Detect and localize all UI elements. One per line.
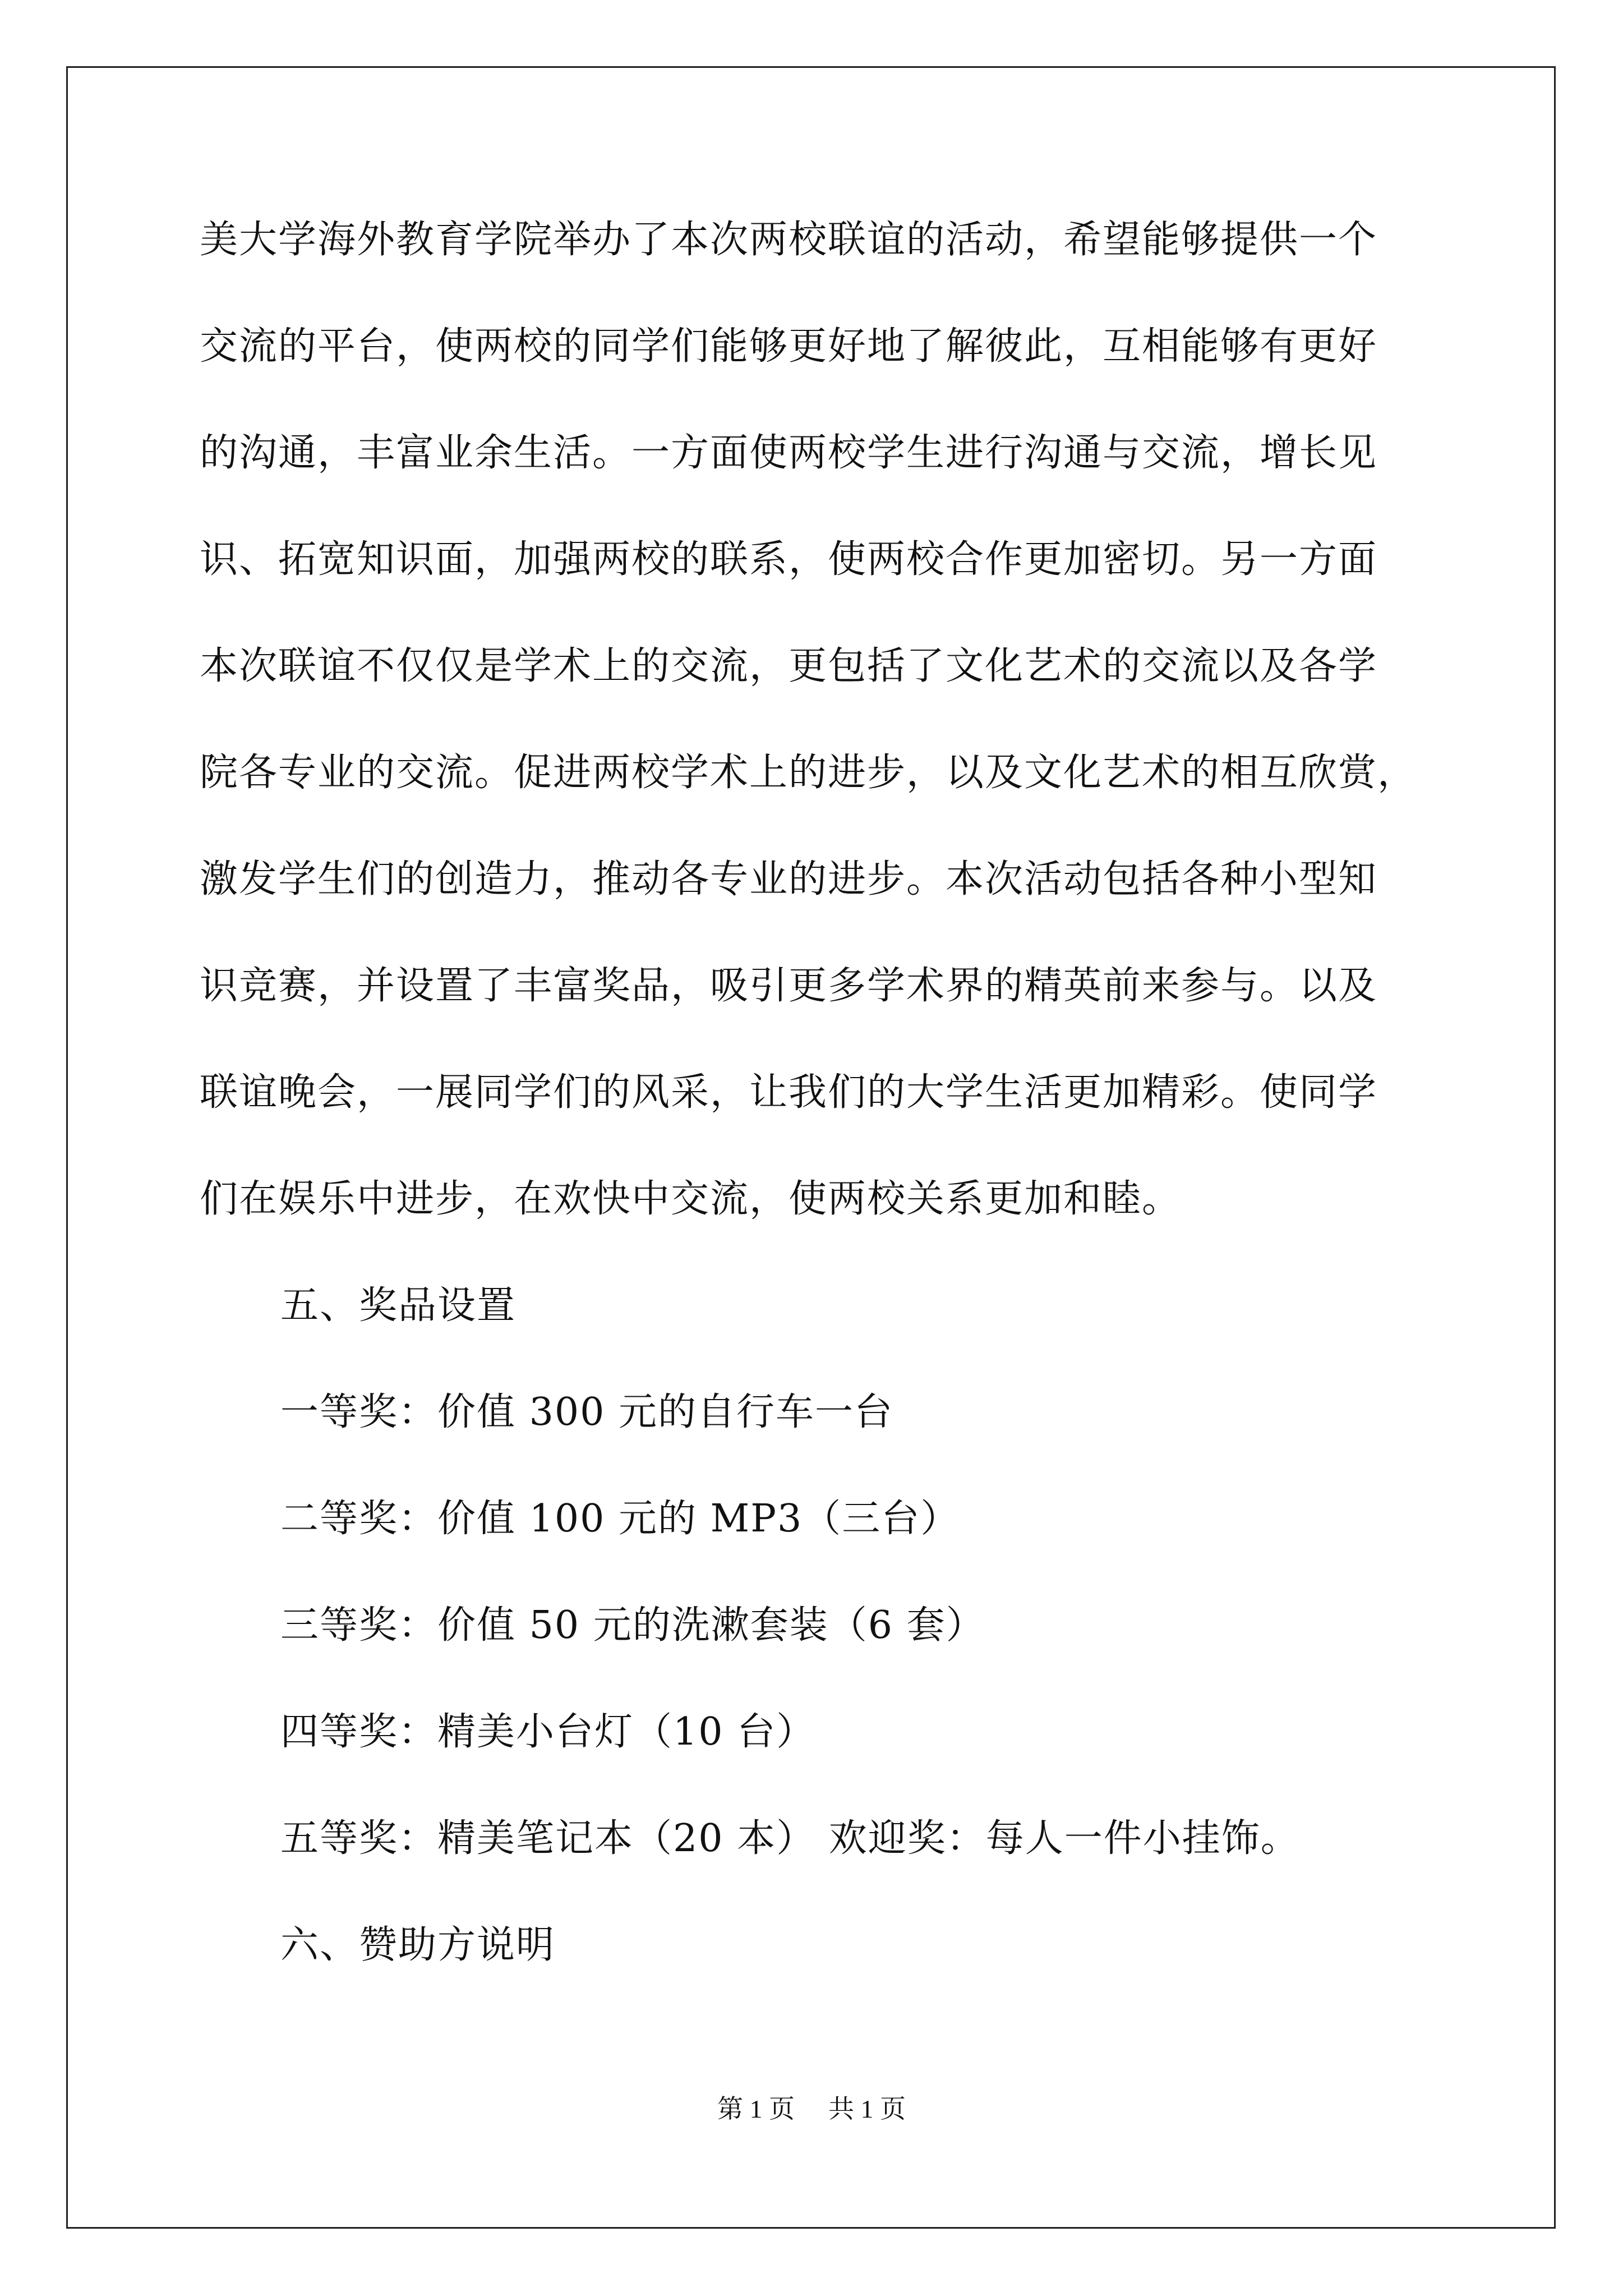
paragraph-line: 美大学海外教育学院举办了本次两校联谊的活动，希望能够提供一个 [200, 218, 1378, 262]
prize-item-first: 一等奖：价值 300 元的自行车一台 [280, 1390, 894, 1434]
paragraph-line: 本次联谊不仅仅是学术上的交流，更包括了文化艺术的交流以及各学 [200, 644, 1378, 688]
section-heading-prizes: 五、奖品设置 [280, 1283, 517, 1328]
document-body [200, 213, 1445, 2025]
page-footer [0, 2092, 1623, 2126]
prize-item-second: 二等奖：价值 100 元的 MP3（三台） [280, 1497, 960, 1541]
page-total: 共 1 页 [828, 2095, 906, 2123]
paragraph-line: 的沟通，丰富业余生活。一方面使两校学生进行沟通与交流，增长见 [200, 431, 1378, 475]
paragraph-line: 识、拓宽知识面，加强两校的联系，使两校合作更加密切。另一方面 [200, 537, 1378, 582]
paragraph-line: 联谊晚会，一展同学们的风采，让我们的大学生活更加精彩。使同学 [200, 1070, 1378, 1115]
prize-item-third: 三等奖：价值 50 元的洗漱套装（6 套） [280, 1603, 985, 1648]
page-number: 第 1 页 [717, 2095, 795, 2123]
section-heading-sponsor: 六、赞助方说明 [280, 1923, 556, 1967]
prize-item-fifth: 五等奖：精美笔记本（20 本） 欢迎奖：每人一件小挂饰。 [280, 1816, 1300, 1861]
paragraph-line: 院各专业的交流。促进两校学术上的进步，以及文化艺术的相互欣赏， [200, 751, 1417, 795]
paragraph-line: 识竞赛，并设置了丰富奖品，吸引更多学术界的精英前来参与。以及 [200, 964, 1378, 1008]
paragraph-line: 们在娱乐中进步，在欢快中交流，使两校关系更加和睦。 [200, 1177, 1182, 1221]
paragraph-line: 交流的平台，使两校的同学们能够更好地了解彼此，互相能够有更好 [200, 324, 1378, 369]
paragraph-line: 激发学生们的创造力，推动各专业的进步。本次活动包括各种小型知 [200, 857, 1378, 901]
prize-item-fourth: 四等奖：精美小台灯（10 台） [280, 1710, 816, 1754]
